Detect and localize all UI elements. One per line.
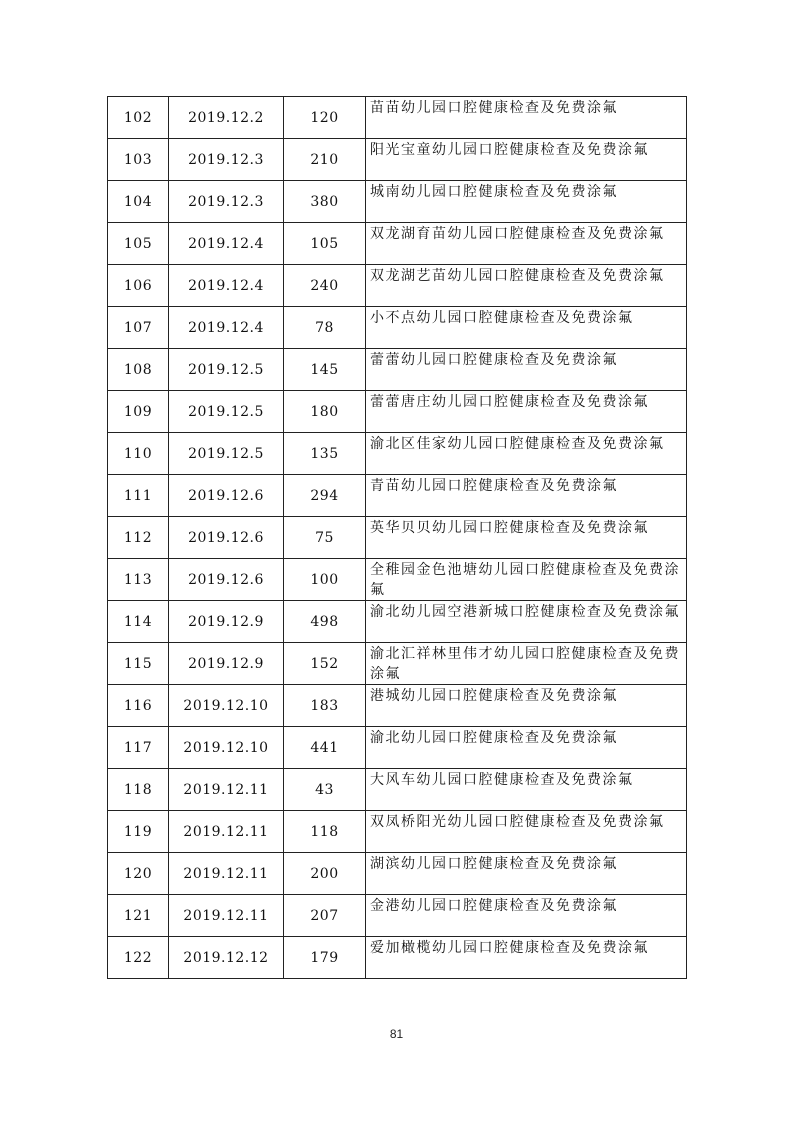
row-description: 苗苗幼儿园口腔健康检查及免费涂氟 [366,97,687,139]
row-description: 全稚园金色池塘幼儿园口腔健康检查及免费涂氟 [366,559,687,601]
row-date: 2019.12.10 [169,727,284,769]
table-row [108,937,687,979]
row-description: 湖滨幼儿园口腔健康检查及免费涂氟 [366,853,687,895]
row-date: 2019.12.4 [169,307,284,349]
row-date: 2019.12.10 [169,685,284,727]
row-count: 294 [284,475,366,517]
row-count: 78 [284,307,366,349]
row-description: 大风车幼儿园口腔健康检查及免费涂氟 [366,769,687,811]
row-date: 2019.12.4 [169,265,284,307]
table-row [108,181,687,223]
row-count: 120 [284,97,366,139]
table-row [108,475,687,517]
row-number: 107 [108,307,169,349]
table-row [108,139,687,181]
table-row [108,895,687,937]
row-description: 青苗幼儿园口腔健康检查及免费涂氟 [366,475,687,517]
row-date: 2019.12.3 [169,181,284,223]
row-date: 2019.12.11 [169,811,284,853]
row-number: 108 [108,349,169,391]
row-number: 106 [108,265,169,307]
row-description: 小不点幼儿园口腔健康检查及免费涂氟 [366,307,687,349]
row-number: 110 [108,433,169,475]
table-row [108,769,687,811]
table-row [108,517,687,559]
row-date: 2019.12.4 [169,223,284,265]
row-count: 100 [284,559,366,601]
row-date: 2019.12.5 [169,349,284,391]
row-number: 119 [108,811,169,853]
row-count: 210 [284,139,366,181]
table-row [108,349,687,391]
table-row [108,433,687,475]
row-number: 112 [108,517,169,559]
table-row [108,307,687,349]
table-row [108,97,687,139]
row-count: 179 [284,937,366,979]
row-date: 2019.12.11 [169,895,284,937]
row-date: 2019.12.9 [169,643,284,685]
table-row [108,685,687,727]
row-count: 152 [284,643,366,685]
row-count: 200 [284,853,366,895]
table-row [108,223,687,265]
row-number: 120 [108,853,169,895]
row-description: 城南幼儿园口腔健康检查及免费涂氟 [366,181,687,223]
row-description: 双龙湖育苗幼儿园口腔健康检查及免费涂氟 [366,223,687,265]
row-number: 115 [108,643,169,685]
row-count: 75 [284,517,366,559]
row-count: 135 [284,433,366,475]
page-number: 81 [389,1027,404,1041]
row-count: 207 [284,895,366,937]
row-date: 2019.12.11 [169,853,284,895]
row-date: 2019.12.6 [169,475,284,517]
row-number: 116 [108,685,169,727]
row-number: 109 [108,391,169,433]
row-number: 114 [108,601,169,643]
row-description: 金港幼儿园口腔健康检查及免费涂氟 [366,895,687,937]
row-number: 105 [108,223,169,265]
table-row [108,391,687,433]
row-number: 103 [108,139,169,181]
row-number: 104 [108,181,169,223]
row-date: 2019.12.6 [169,517,284,559]
row-number: 122 [108,937,169,979]
table-row [108,853,687,895]
row-count: 183 [284,685,366,727]
table-body [108,97,687,979]
row-description: 双龙湖艺苗幼儿园口腔健康检查及免费涂氟 [366,265,687,307]
table-row [108,601,687,643]
row-count: 441 [284,727,366,769]
row-count: 43 [284,769,366,811]
row-date: 2019.12.5 [169,433,284,475]
table-row [108,559,687,601]
table-row [108,727,687,769]
records-table [107,96,687,979]
row-description: 阳光宝童幼儿园口腔健康检查及免费涂氟 [366,139,687,181]
row-description: 渝北区佳家幼儿园口腔健康检查及免费涂氟 [366,433,687,475]
row-date: 2019.12.5 [169,391,284,433]
row-description: 渝北幼儿园口腔健康检查及免费涂氟 [366,727,687,769]
table-row [108,643,687,685]
row-date: 2019.12.9 [169,601,284,643]
row-count: 180 [284,391,366,433]
row-date: 2019.12.6 [169,559,284,601]
row-count: 145 [284,349,366,391]
row-count: 380 [284,181,366,223]
row-date: 2019.12.12 [169,937,284,979]
row-date: 2019.12.3 [169,139,284,181]
row-number: 102 [108,97,169,139]
row-date: 2019.12.11 [169,769,284,811]
row-description: 英华贝贝幼儿园口腔健康检查及免费涂氟 [366,517,687,559]
row-description: 爱加橄榄幼儿园口腔健康检查及免费涂氟 [366,937,687,979]
row-number: 113 [108,559,169,601]
row-description: 蕾蕾唐庄幼儿园口腔健康检查及免费涂氟 [366,391,687,433]
row-description: 蕾蕾幼儿园口腔健康检查及免费涂氟 [366,349,687,391]
row-count: 240 [284,265,366,307]
row-count: 498 [284,601,366,643]
row-number: 118 [108,769,169,811]
row-description: 渝北幼儿园空港新城口腔健康检查及免费涂氟 [366,601,687,643]
row-description: 港城幼儿园口腔健康检查及免费涂氟 [366,685,687,727]
row-number: 117 [108,727,169,769]
row-number: 121 [108,895,169,937]
row-number: 111 [108,475,169,517]
row-date: 2019.12.2 [169,97,284,139]
row-description: 渝北汇祥林里伟才幼儿园口腔健康检查及免费涂氟 [366,643,687,685]
row-count: 105 [284,223,366,265]
row-count: 118 [284,811,366,853]
table-row [108,811,687,853]
table-row [108,265,687,307]
row-description: 双凤桥阳光幼儿园口腔健康检查及免费涂氟 [366,811,687,853]
